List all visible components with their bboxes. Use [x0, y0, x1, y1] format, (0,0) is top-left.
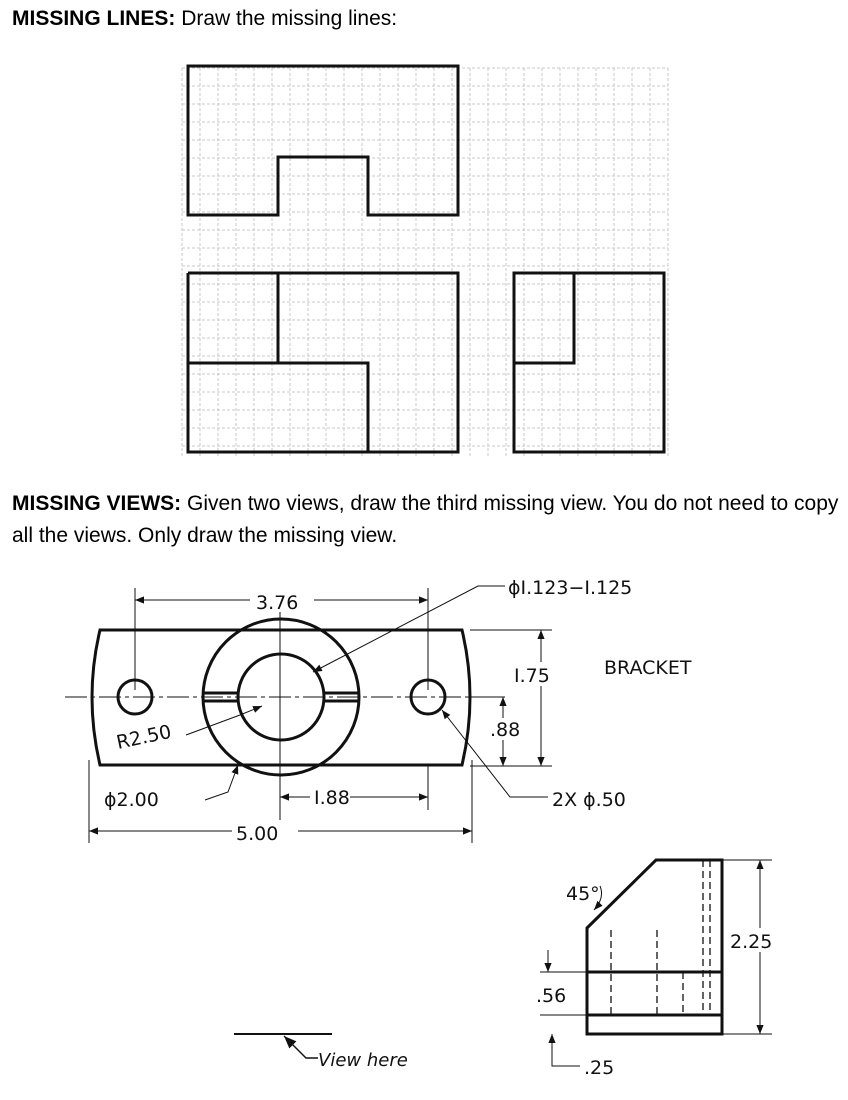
missing-views-text: Given two views, draw the third missing view. You do not need to copy all the views. Only draw the missing view.	[12, 492, 839, 547]
dim-bore-diameter: ϕI.123−I.125	[508, 577, 633, 599]
dim-overall-length: 5.00	[236, 823, 279, 845]
drawing-title: BRACKET	[604, 657, 692, 679]
dim-slot: .56	[536, 985, 567, 1007]
dim-base: .25	[584, 1057, 615, 1079]
dim-half-height: .88	[490, 719, 521, 741]
missing-lines-heading: MISSING LINES:	[12, 7, 176, 30]
dim-height: I.75	[514, 665, 550, 687]
dim-hub-diameter: ϕ2.00	[104, 789, 159, 811]
dim-radius: R2.50	[114, 720, 174, 754]
sketch-grid	[182, 68, 668, 458]
dim-offset: I.88	[314, 787, 350, 809]
missing-views-heading: MISSING VIEWS:	[12, 492, 182, 515]
side-view-outline	[514, 273, 664, 452]
missing-lines-text: Draw the missing lines:	[181, 7, 398, 30]
dim-holes: 2X ϕ.50	[552, 789, 626, 811]
dim-chamfer-angle: 45°	[566, 883, 600, 905]
dim-hole-spacing: 3.76	[256, 592, 299, 614]
view-here-label: View here	[318, 1050, 408, 1071]
missing-lines-figure	[182, 66, 668, 458]
dim-side-height: 2.25	[730, 931, 773, 953]
